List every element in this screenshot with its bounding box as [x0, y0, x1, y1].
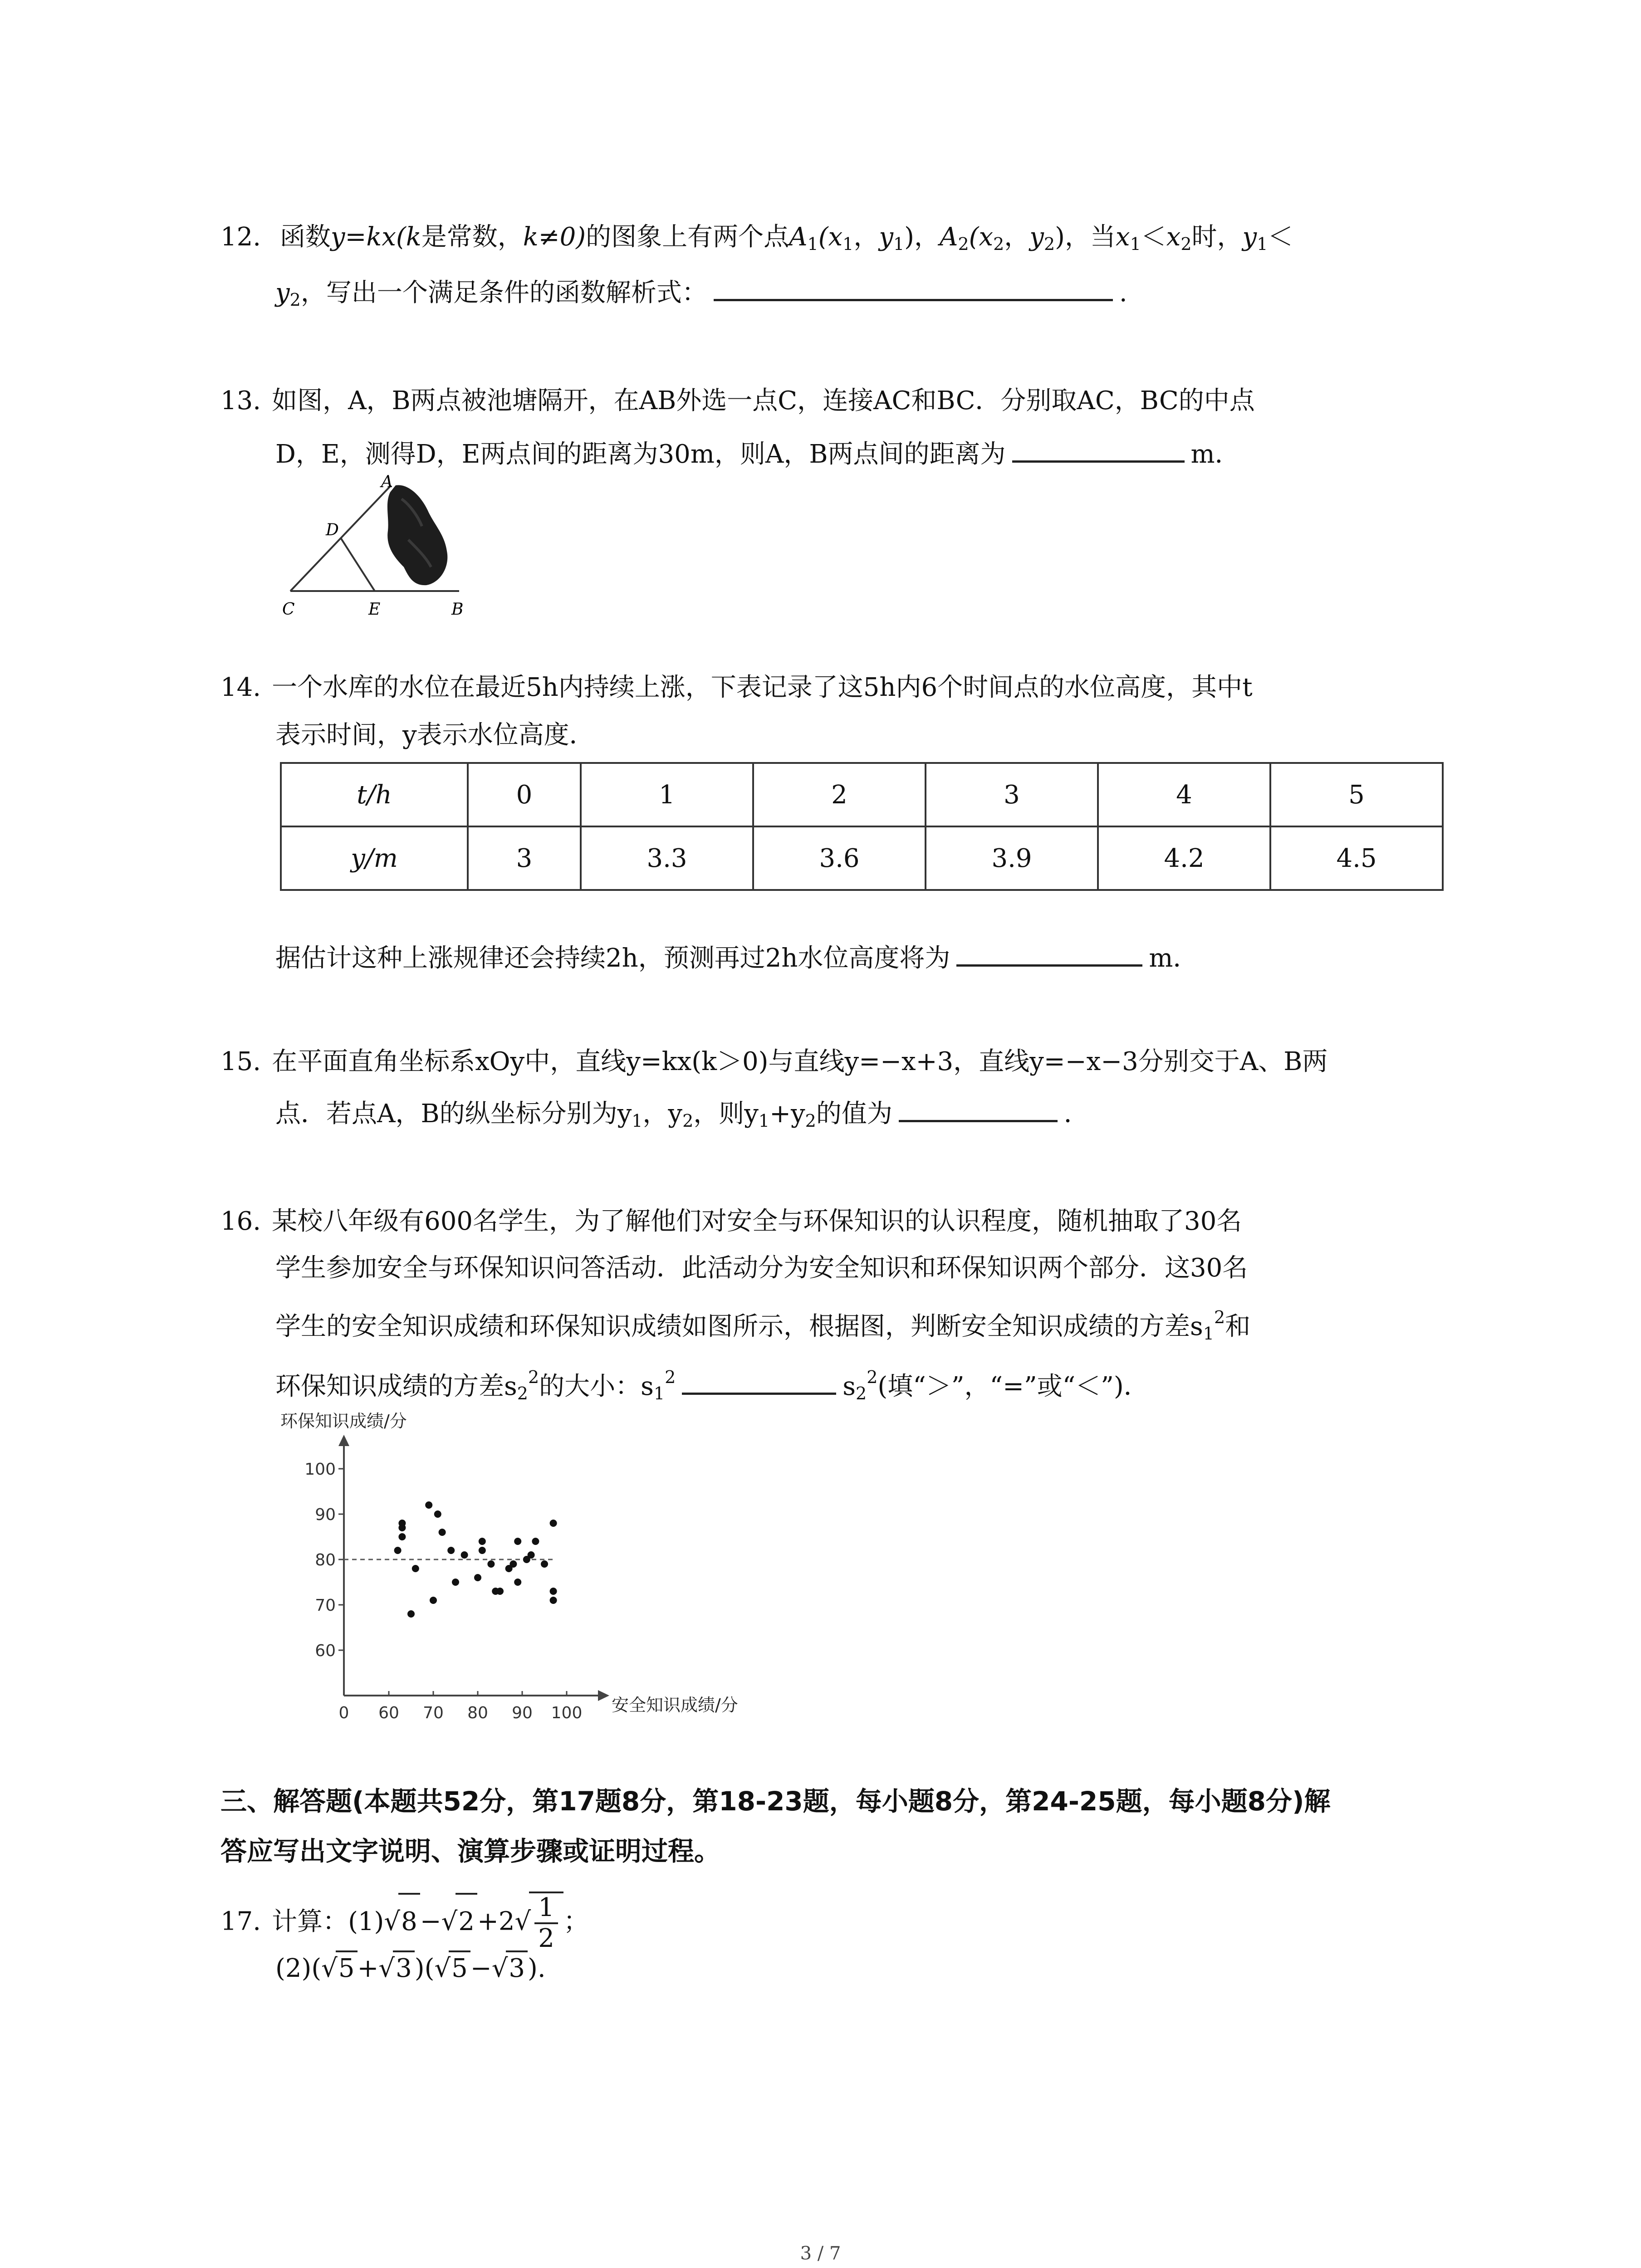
radicand: 5 [449, 1950, 470, 1985]
q13-text: D，E，测得D，E两点间的距离为30m，则A，B两点间的距离为 [275, 440, 1006, 469]
q17-line-1 [220, 1892, 589, 1953]
q14-text: 表示时间，y表示水位高度． [275, 720, 595, 750]
section-heading: 三、解答题(本题共52分，第17题8分，第18-23题，每小题8分，第24-25题，每小题8分)解 [220, 1786, 1331, 1817]
x-tick-label: 90 [512, 1704, 533, 1722]
data-point [447, 1547, 455, 1554]
data-point [434, 1510, 441, 1518]
q16-line-2 [275, 1252, 1248, 1285]
q12-line-2 [275, 277, 1127, 316]
table-head: t/h [357, 780, 392, 810]
q12-text: 2 [289, 290, 301, 310]
q16-line-4 [275, 1361, 1149, 1410]
q12-text: 1 [1257, 234, 1268, 254]
table-head: y/m [351, 843, 398, 873]
table-cell [281, 826, 468, 890]
data-point [487, 1560, 495, 1568]
q15-text: 的值为 [816, 1099, 892, 1129]
table-cell: 3 [926, 763, 1098, 826]
q14-text: 一个水库的水位在最近5h内持续上涨，下表记录了这5h内6个时间点的水位高度，其中t [272, 673, 1253, 702]
water-level-table [280, 762, 1444, 891]
q12-text: y [879, 222, 893, 252]
radicand: 5 [336, 1950, 358, 1985]
table-cell: 3.3 [581, 826, 753, 890]
question-number: 16. [220, 1207, 261, 1236]
table-cell: 2 [753, 763, 926, 826]
q16-text: 学生参加安全与环保知识问答活动．此活动分为安全知识和环保知识两个部分．这30名 [275, 1253, 1248, 1283]
y-tick-label: 90 [315, 1505, 336, 1524]
table-cell: 4 [1098, 763, 1270, 826]
x-tick-label: 0 [338, 1704, 349, 1722]
q12-text: 1 [807, 234, 818, 254]
q16-text: 和 [1225, 1312, 1251, 1341]
data-point [550, 1597, 557, 1604]
q15-text: 点．若点A，B的纵坐标分别为y [275, 1099, 632, 1129]
label-a: A [381, 473, 393, 491]
q12-text: y [1029, 222, 1044, 252]
q12-text: . [1119, 278, 1127, 308]
q17-text: ； [563, 1906, 589, 1936]
sqrt: √2 [441, 1893, 477, 1949]
table-cell: 4.5 [1270, 826, 1443, 890]
q12-text: A [940, 222, 958, 252]
sqrt: √5 [321, 1950, 357, 1985]
question-number: 15. [220, 1047, 261, 1076]
q15-text: ． [1063, 1099, 1089, 1129]
q17-text: + [357, 1954, 379, 1983]
q16-text: 的大小：s [539, 1372, 654, 1401]
table-cell: 1 [581, 763, 753, 826]
q12-text: 函数 [279, 222, 331, 252]
q15-text: 1 [758, 1111, 770, 1131]
q12-text: x [1115, 222, 1130, 252]
sqrt: √3 [492, 1950, 528, 1985]
data-point [509, 1560, 517, 1568]
q12-text: 时， [1191, 222, 1243, 252]
q17-text: 计算：(1) [272, 1906, 384, 1936]
data-point [550, 1520, 557, 1527]
q12-text: 2 [1181, 234, 1192, 254]
question-number: 13. [220, 386, 261, 415]
data-point [514, 1579, 521, 1586]
y-axis-arrow [338, 1435, 349, 1446]
data-point [398, 1520, 406, 1527]
q12-text: 的图象上有两个点 [586, 222, 789, 252]
data-point [479, 1538, 486, 1545]
data-point [394, 1547, 402, 1554]
q17-text: )( [414, 1954, 435, 1983]
q15-text: 2 [682, 1111, 694, 1131]
section-heading-cont: 答应写出文字说明、演算步骤或证明过程。 [220, 1836, 721, 1867]
segment-de [341, 538, 375, 591]
data-point [550, 1588, 557, 1595]
data-point [461, 1551, 468, 1559]
q13-line-2 [275, 438, 1240, 471]
data-point [412, 1565, 419, 1572]
data-point [532, 1538, 539, 1545]
table-cell: 3.6 [753, 826, 926, 890]
q12-text: k≠0) [523, 222, 586, 252]
data-point [425, 1501, 432, 1509]
q12-text: 1 [1130, 234, 1141, 254]
numerator: 1 [534, 1893, 558, 1924]
y-axis-label: 环保知识成绩/分 [280, 1411, 407, 1431]
q17-text: +2 [477, 1906, 515, 1936]
q12-text: (x [969, 222, 994, 252]
q12-text: ＜ [1268, 222, 1293, 252]
data-point [496, 1588, 504, 1595]
label-d: D [326, 521, 339, 539]
q14-line-2 [275, 719, 595, 752]
x-tick-label: 60 [378, 1704, 399, 1722]
x-axis-label: 安全知识成绩/分 [612, 1695, 738, 1715]
q16-text: 学生的安全知识成绩和环保知识成绩如图所示，根据图，判断安全知识成绩的方差s [275, 1312, 1203, 1341]
label-c: C [282, 600, 295, 619]
q15-text: +y [769, 1099, 805, 1129]
table-cell: 4.2 [1098, 826, 1270, 890]
q14-text: 据估计这种上涨规律还会持续2h，预测再过2h水位高度将为 [275, 943, 950, 973]
radicand: 3 [506, 1950, 528, 1985]
q17-text: (2)( [275, 1954, 322, 1983]
data-point [479, 1547, 486, 1554]
q13-text: m． [1190, 440, 1240, 469]
q15-text: 2 [805, 1111, 816, 1131]
y-tick-label: 100 [304, 1460, 336, 1479]
sqrt: √3 [378, 1950, 414, 1985]
q12-text: ， [1004, 222, 1030, 252]
q12-text: ＜ [1141, 222, 1166, 252]
x-axis-arrow [598, 1690, 609, 1701]
pond-figure [272, 472, 508, 626]
q17-text: − [420, 1906, 441, 1936]
radicand: 2 [456, 1893, 477, 1949]
table-cell: 5 [1270, 763, 1443, 826]
q16-text: 2 [856, 1383, 867, 1403]
q15-line-1 [220, 1046, 1327, 1078]
q12-text: )，当 [1055, 222, 1116, 252]
q14-line-1 [220, 671, 1253, 704]
q16-text: 1 [653, 1383, 665, 1403]
scatter-chart [272, 1411, 798, 1737]
answer-blank[interactable] [714, 294, 1113, 301]
radicand [529, 1892, 563, 1953]
q12-text: ，写出一个满足条件的函数解析式： [300, 278, 707, 308]
q16-line-1 [220, 1205, 1242, 1238]
q15-line-2 [275, 1098, 1089, 1137]
y-tick-label: 60 [315, 1642, 336, 1660]
q12-text: 2 [1043, 234, 1055, 254]
table-cell: 3 [468, 826, 581, 890]
q16-text: 1 [1203, 1324, 1214, 1344]
answer-blank[interactable] [1012, 456, 1185, 463]
q16-text: (填“＞”，“=”或“＜”)． [877, 1372, 1149, 1401]
question-number: 17. [220, 1906, 261, 1936]
q15-text: ，y [642, 1099, 683, 1129]
q12-text: 是常数， [421, 222, 523, 252]
q16-text: 2 [665, 1367, 676, 1387]
q12-text: y=kx(k [330, 222, 421, 252]
q15-text: ，则y [693, 1099, 759, 1129]
q16-text: 2 [1214, 1307, 1225, 1327]
pond-shape [387, 485, 447, 585]
q12-text: 1 [893, 234, 905, 254]
y-tick-label: 80 [315, 1551, 336, 1569]
label-e: E [368, 600, 381, 619]
q12-text: )， [904, 222, 940, 252]
q14-text: m． [1149, 943, 1199, 973]
q16-text: 2 [517, 1383, 528, 1403]
q13-line-1 [220, 385, 1255, 417]
table-cell: 0 [468, 763, 581, 826]
q12-text: y [1242, 222, 1257, 252]
table-row [281, 826, 1443, 890]
data-point [528, 1551, 535, 1559]
label-b: B [451, 600, 464, 619]
question-number: 12. [220, 222, 261, 252]
answer-blank[interactable] [682, 1388, 836, 1395]
y-tick-label: 70 [315, 1596, 336, 1615]
x-tick-label: 80 [467, 1704, 488, 1722]
q12-text: 2 [993, 234, 1004, 254]
x-tick-label: 70 [423, 1704, 444, 1722]
sqrt: √8 [384, 1893, 420, 1949]
q16-text: 2 [528, 1367, 539, 1387]
table-cell [281, 763, 468, 826]
q12-text: ， [853, 222, 879, 252]
q12-text: 1 [843, 234, 854, 254]
answer-blank[interactable] [899, 1115, 1058, 1122]
data-point [430, 1597, 437, 1604]
q16-text: s [843, 1372, 856, 1401]
q16-text: 某校八年级有600名学生，为了解他们对安全与环保知识的认识程度，随机抽取了30名 [272, 1207, 1242, 1236]
table-cell: 3.9 [926, 826, 1098, 890]
q12-line-1 [220, 221, 1293, 260]
data-point [541, 1560, 548, 1568]
x-tick-label: 100 [551, 1704, 583, 1722]
page-number: 3 / 7 [800, 2243, 841, 2264]
fraction [534, 1893, 558, 1953]
data-point [514, 1538, 521, 1545]
q16-line-3 [275, 1301, 1250, 1350]
radicand: 8 [398, 1893, 420, 1949]
q17-text: ). [528, 1954, 546, 1983]
table-row [281, 763, 1443, 826]
q12-text: (x [818, 222, 843, 252]
answer-blank[interactable] [956, 960, 1142, 967]
q12-text: x [1166, 222, 1181, 252]
q16-text: 环保知识成绩的方差s [275, 1372, 517, 1401]
q15-text: 1 [632, 1111, 643, 1131]
q13-text: 如图，A，B两点被池塘隔开，在AB外选一点C，连接AC和BC．分别取AC，BC的中点 [272, 386, 1255, 415]
data-point [398, 1533, 406, 1540]
q14-line-3 [275, 942, 1199, 975]
denominator: 2 [538, 1924, 554, 1953]
radicand: 3 [393, 1950, 415, 1985]
q15-text: 在平面直角坐标系xOy中，直线y=kx(k＞0)与直线y=−x+3，直线y=−x−3分别交于A、B两 [272, 1047, 1328, 1076]
q17-text: − [470, 1954, 492, 1983]
q17-line-2 [275, 1950, 546, 1985]
sqrt: √5 [434, 1950, 470, 1985]
q16-text: 2 [867, 1367, 878, 1387]
data-point [474, 1574, 481, 1581]
sqrt: √ $\frac{1}{2}$ [515, 1892, 563, 1953]
q12-text: y [275, 278, 290, 308]
q12-text: A [789, 222, 808, 252]
question-number: 14. [220, 673, 261, 702]
data-point [407, 1610, 415, 1618]
data-point [439, 1529, 446, 1536]
q12-text: 2 [958, 234, 969, 254]
data-point [452, 1579, 459, 1586]
